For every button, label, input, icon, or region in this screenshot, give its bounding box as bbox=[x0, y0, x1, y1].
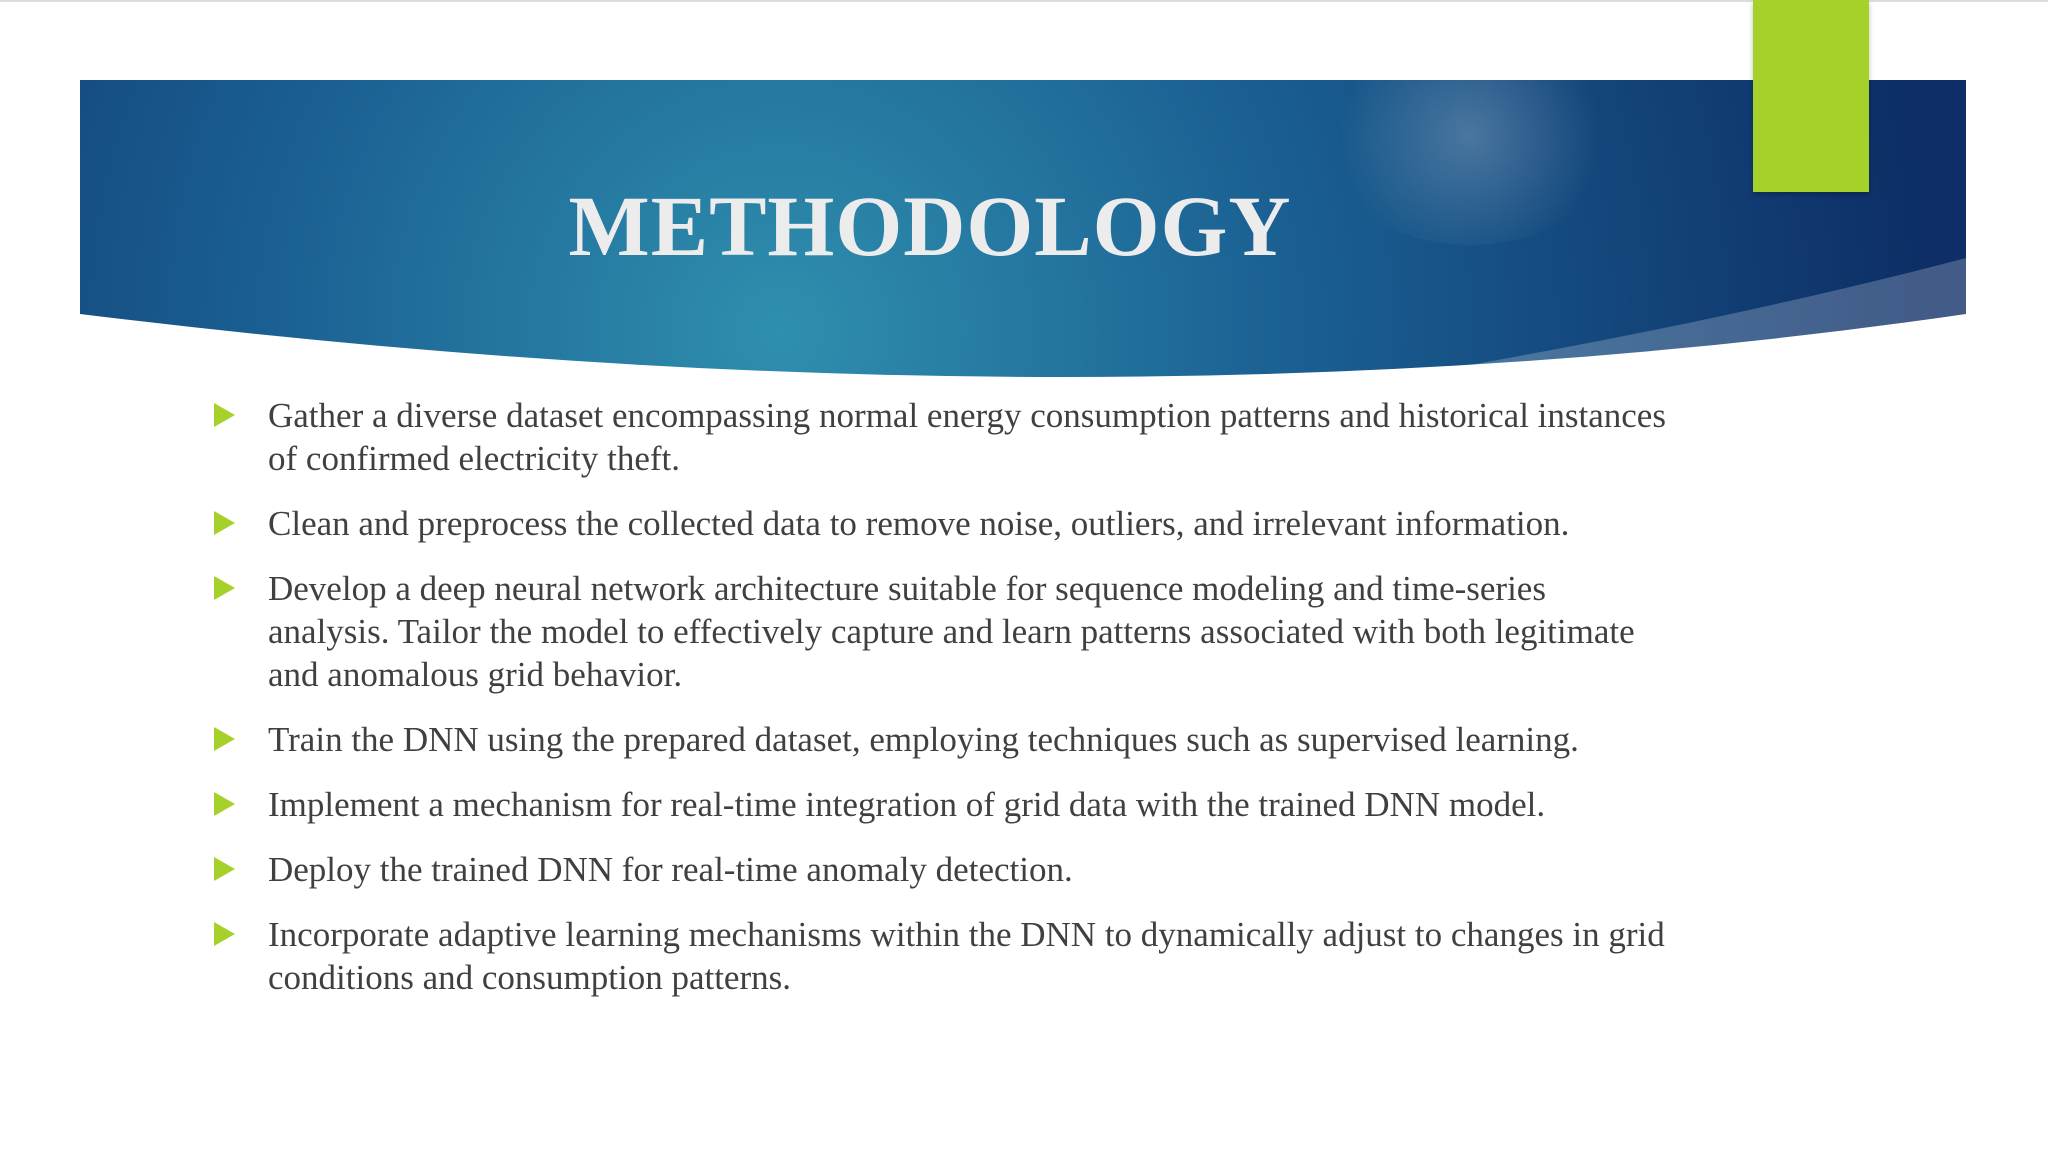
list-item bbox=[210, 567, 1670, 696]
bullet-text: Train the DNN using the prepared dataset, employing techniques such as supervised learning. bbox=[268, 720, 1579, 759]
triangle-right-icon bbox=[214, 576, 235, 600]
list-item bbox=[210, 394, 1670, 480]
bullet-text: Clean and preprocess the collected data to remove noise, outliers, and irrelevant information. bbox=[268, 504, 1570, 543]
triangle-right-icon bbox=[214, 922, 235, 946]
bullet-text: Incorporate adaptive learning mechanisms within the DNN to dynamically adjust to changes in grid conditions and consumption patterns. bbox=[268, 915, 1665, 997]
bullet-text: Deploy the trained DNN for real-time anomaly detection. bbox=[268, 850, 1073, 889]
triangle-right-icon bbox=[214, 403, 235, 427]
list-item bbox=[210, 718, 1670, 761]
bullet-text: Gather a diverse dataset encompassing normal energy consumption patterns and historical instances of confirmed electricity theft. bbox=[268, 396, 1666, 478]
triangle-right-icon bbox=[214, 727, 235, 751]
bullet-text: Develop a deep neural network architecture suitable for sequence modeling and time-series analysis. Tailor the model to effectively capture and learn patterns associated with both legitimate and anomalous grid behavior. bbox=[268, 569, 1635, 694]
slide-title: METHODOLOGY bbox=[568, 178, 1292, 274]
accent-tab bbox=[1753, 0, 1869, 192]
list-item bbox=[210, 848, 1670, 891]
triangle-right-icon bbox=[214, 857, 235, 881]
list-item bbox=[210, 783, 1670, 826]
list-item bbox=[210, 502, 1670, 545]
bullet-text: Implement a mechanism for real-time integration of grid data with the trained DNN model. bbox=[268, 785, 1546, 824]
bullet-list bbox=[210, 394, 1670, 1021]
list-item bbox=[210, 913, 1670, 999]
triangle-right-icon bbox=[214, 511, 235, 535]
triangle-right-icon bbox=[214, 792, 235, 816]
